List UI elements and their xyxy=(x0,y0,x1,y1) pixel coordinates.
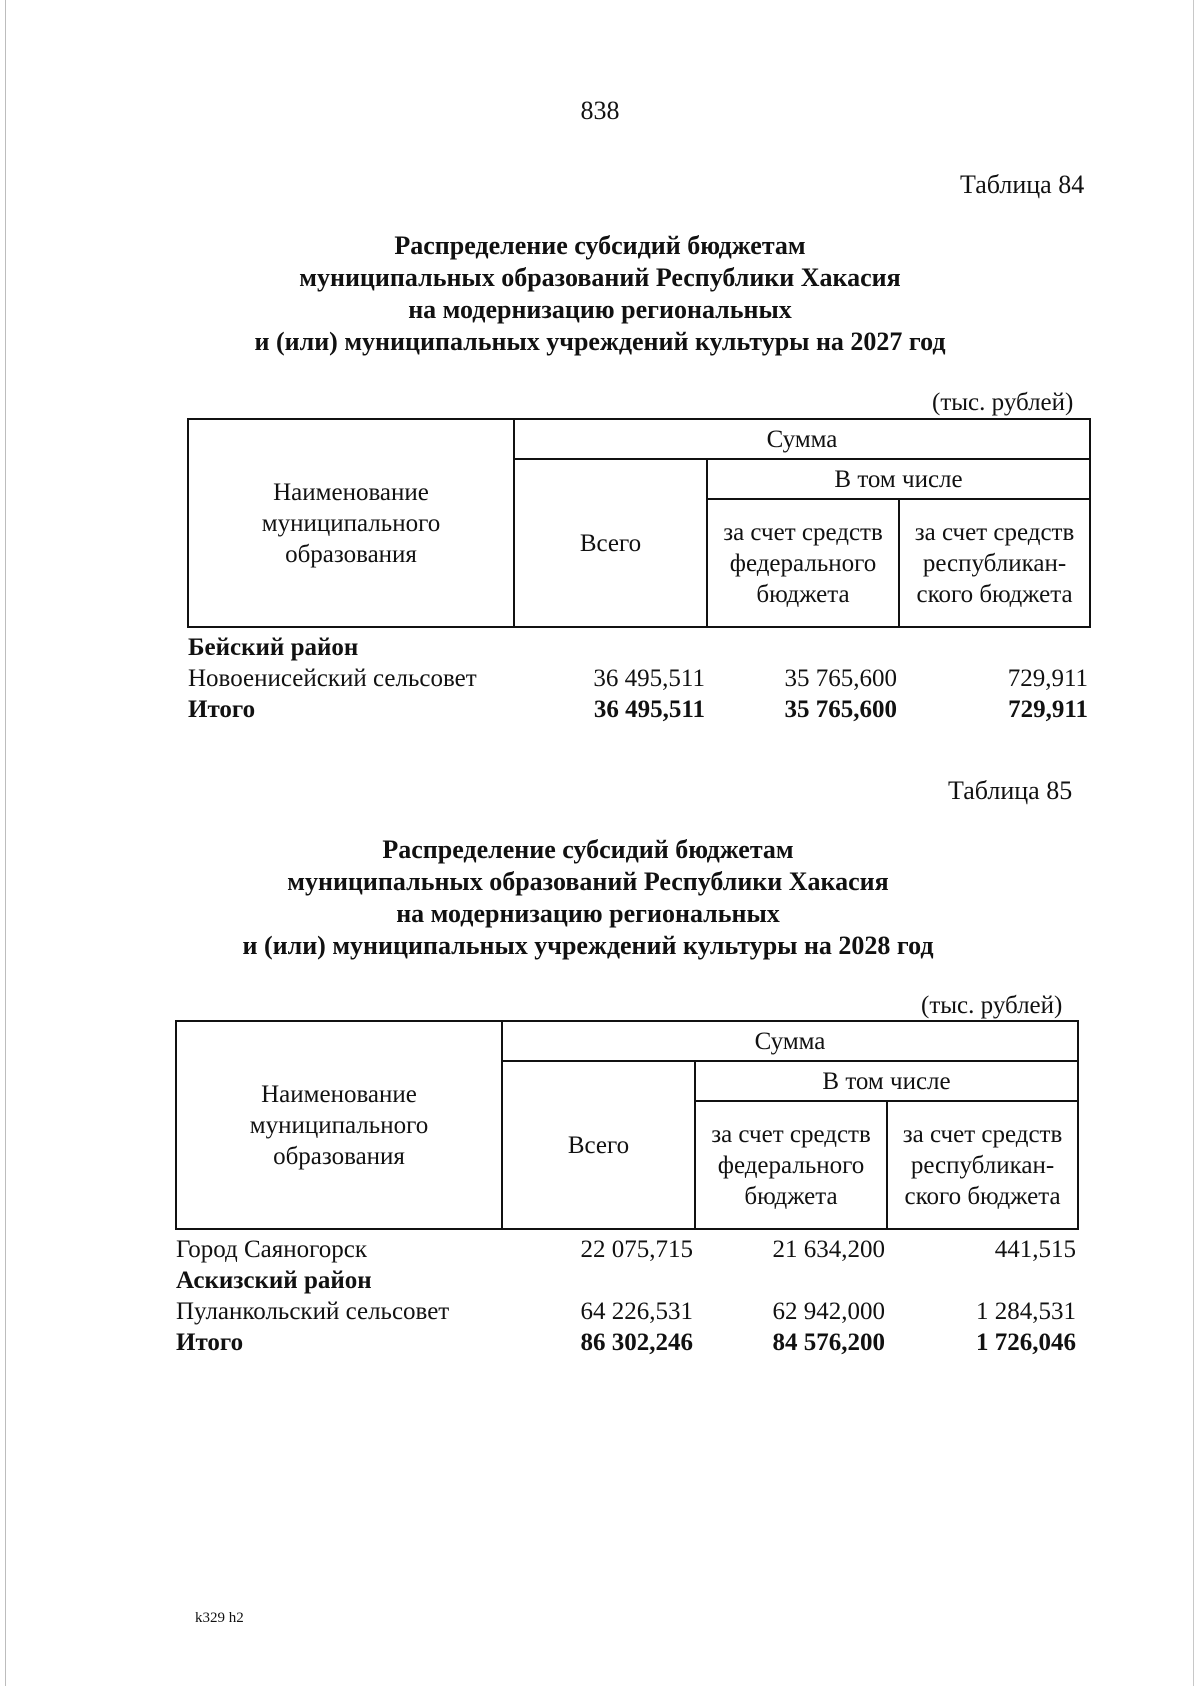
footer-code: k329 h2 xyxy=(195,1610,244,1626)
row-federal: 21 634,200 xyxy=(772,1236,885,1263)
row-total: 64 226,531 xyxy=(580,1298,693,1325)
table-84-title-line-1: Распределение субсидий бюджетам xyxy=(394,231,806,260)
header-including: В том числе xyxy=(707,459,1090,499)
header-sum: Сумма xyxy=(502,1021,1078,1061)
table-85-title-line-3: на модернизацию региональных xyxy=(396,899,780,928)
header-republican: за счет средств республикан-ского бюджета xyxy=(899,499,1090,627)
header-including: В том числе xyxy=(695,1061,1078,1101)
table-85-units: (тыс. рублей) xyxy=(921,992,1063,1019)
table-row xyxy=(188,632,1090,663)
table-row xyxy=(188,663,1090,694)
table-row xyxy=(176,1265,1078,1296)
table-total-row xyxy=(188,694,1090,725)
table-85-title-line-1: Распределение субсидий бюджетам xyxy=(382,835,794,864)
row-total: 36 495,511 xyxy=(593,665,705,692)
total-sum: 86 302,246 xyxy=(580,1329,693,1356)
total-label: Итого xyxy=(188,696,256,723)
row-name: Новоенисейский сельсовет xyxy=(188,665,477,692)
total-federal: 84 576,200 xyxy=(772,1329,885,1356)
header-federal: за счет средств федерального бюджета xyxy=(695,1101,887,1229)
table-84-units: (тыс. рублей) xyxy=(932,389,1074,416)
total-label: Итого xyxy=(176,1329,244,1356)
table-total-row xyxy=(176,1327,1078,1358)
table-row xyxy=(176,1296,1078,1327)
header-name: Наименование муниципального образования xyxy=(188,419,514,627)
table-row xyxy=(176,1234,1078,1265)
total-republican: 729,911 xyxy=(1008,696,1089,723)
row-name: Город Саяногорск xyxy=(176,1236,368,1263)
table-85-number: Таблица 85 xyxy=(948,776,1073,805)
group-name: Аскизский район xyxy=(176,1267,372,1294)
row-name: Пуланкольский сельсовет xyxy=(176,1298,450,1325)
header-total: Всего xyxy=(502,1061,695,1229)
table-85-title-line-4: и (или) муниципальных учреждений культуры на 2028 год xyxy=(242,931,934,960)
table-84-title xyxy=(0,230,1200,358)
group-name: Бейский район xyxy=(188,634,359,661)
table-84-number: Таблица 84 xyxy=(960,170,1085,199)
table-84-title-line-2: муниципальных образований Республики Хакасия xyxy=(299,263,901,292)
table-84 xyxy=(187,418,1091,725)
row-federal: 35 765,600 xyxy=(784,665,897,692)
row-republican: 441,515 xyxy=(994,1236,1077,1263)
table-84-title-line-3: на модернизацию региональных xyxy=(408,295,792,324)
table-84-title-line-4: и (или) муниципальных учреждений культуры на 2027 год xyxy=(254,327,946,356)
table-85-title xyxy=(0,834,1188,962)
row-total: 22 075,715 xyxy=(580,1236,693,1263)
header-total: Всего xyxy=(514,459,707,627)
row-federal: 62 942,000 xyxy=(772,1298,885,1325)
header-republican: за счет средств республикан-ского бюджета xyxy=(887,1101,1078,1229)
row-republican: 729,911 xyxy=(1007,665,1089,692)
page-number: 838 xyxy=(580,96,620,125)
total-republican: 1 726,046 xyxy=(976,1329,1077,1356)
total-sum: 36 495,511 xyxy=(593,696,705,723)
total-federal: 35 765,600 xyxy=(784,696,897,723)
table-85 xyxy=(175,1020,1079,1358)
table-85-title-line-2: муниципальных образований Республики Хакасия xyxy=(287,867,889,896)
header-sum: Сумма xyxy=(514,419,1090,459)
header-federal: за счет средств федерального бюджета xyxy=(707,499,899,627)
header-name: Наименование муниципального образования xyxy=(176,1021,502,1229)
row-republican: 1 284,531 xyxy=(976,1298,1077,1325)
